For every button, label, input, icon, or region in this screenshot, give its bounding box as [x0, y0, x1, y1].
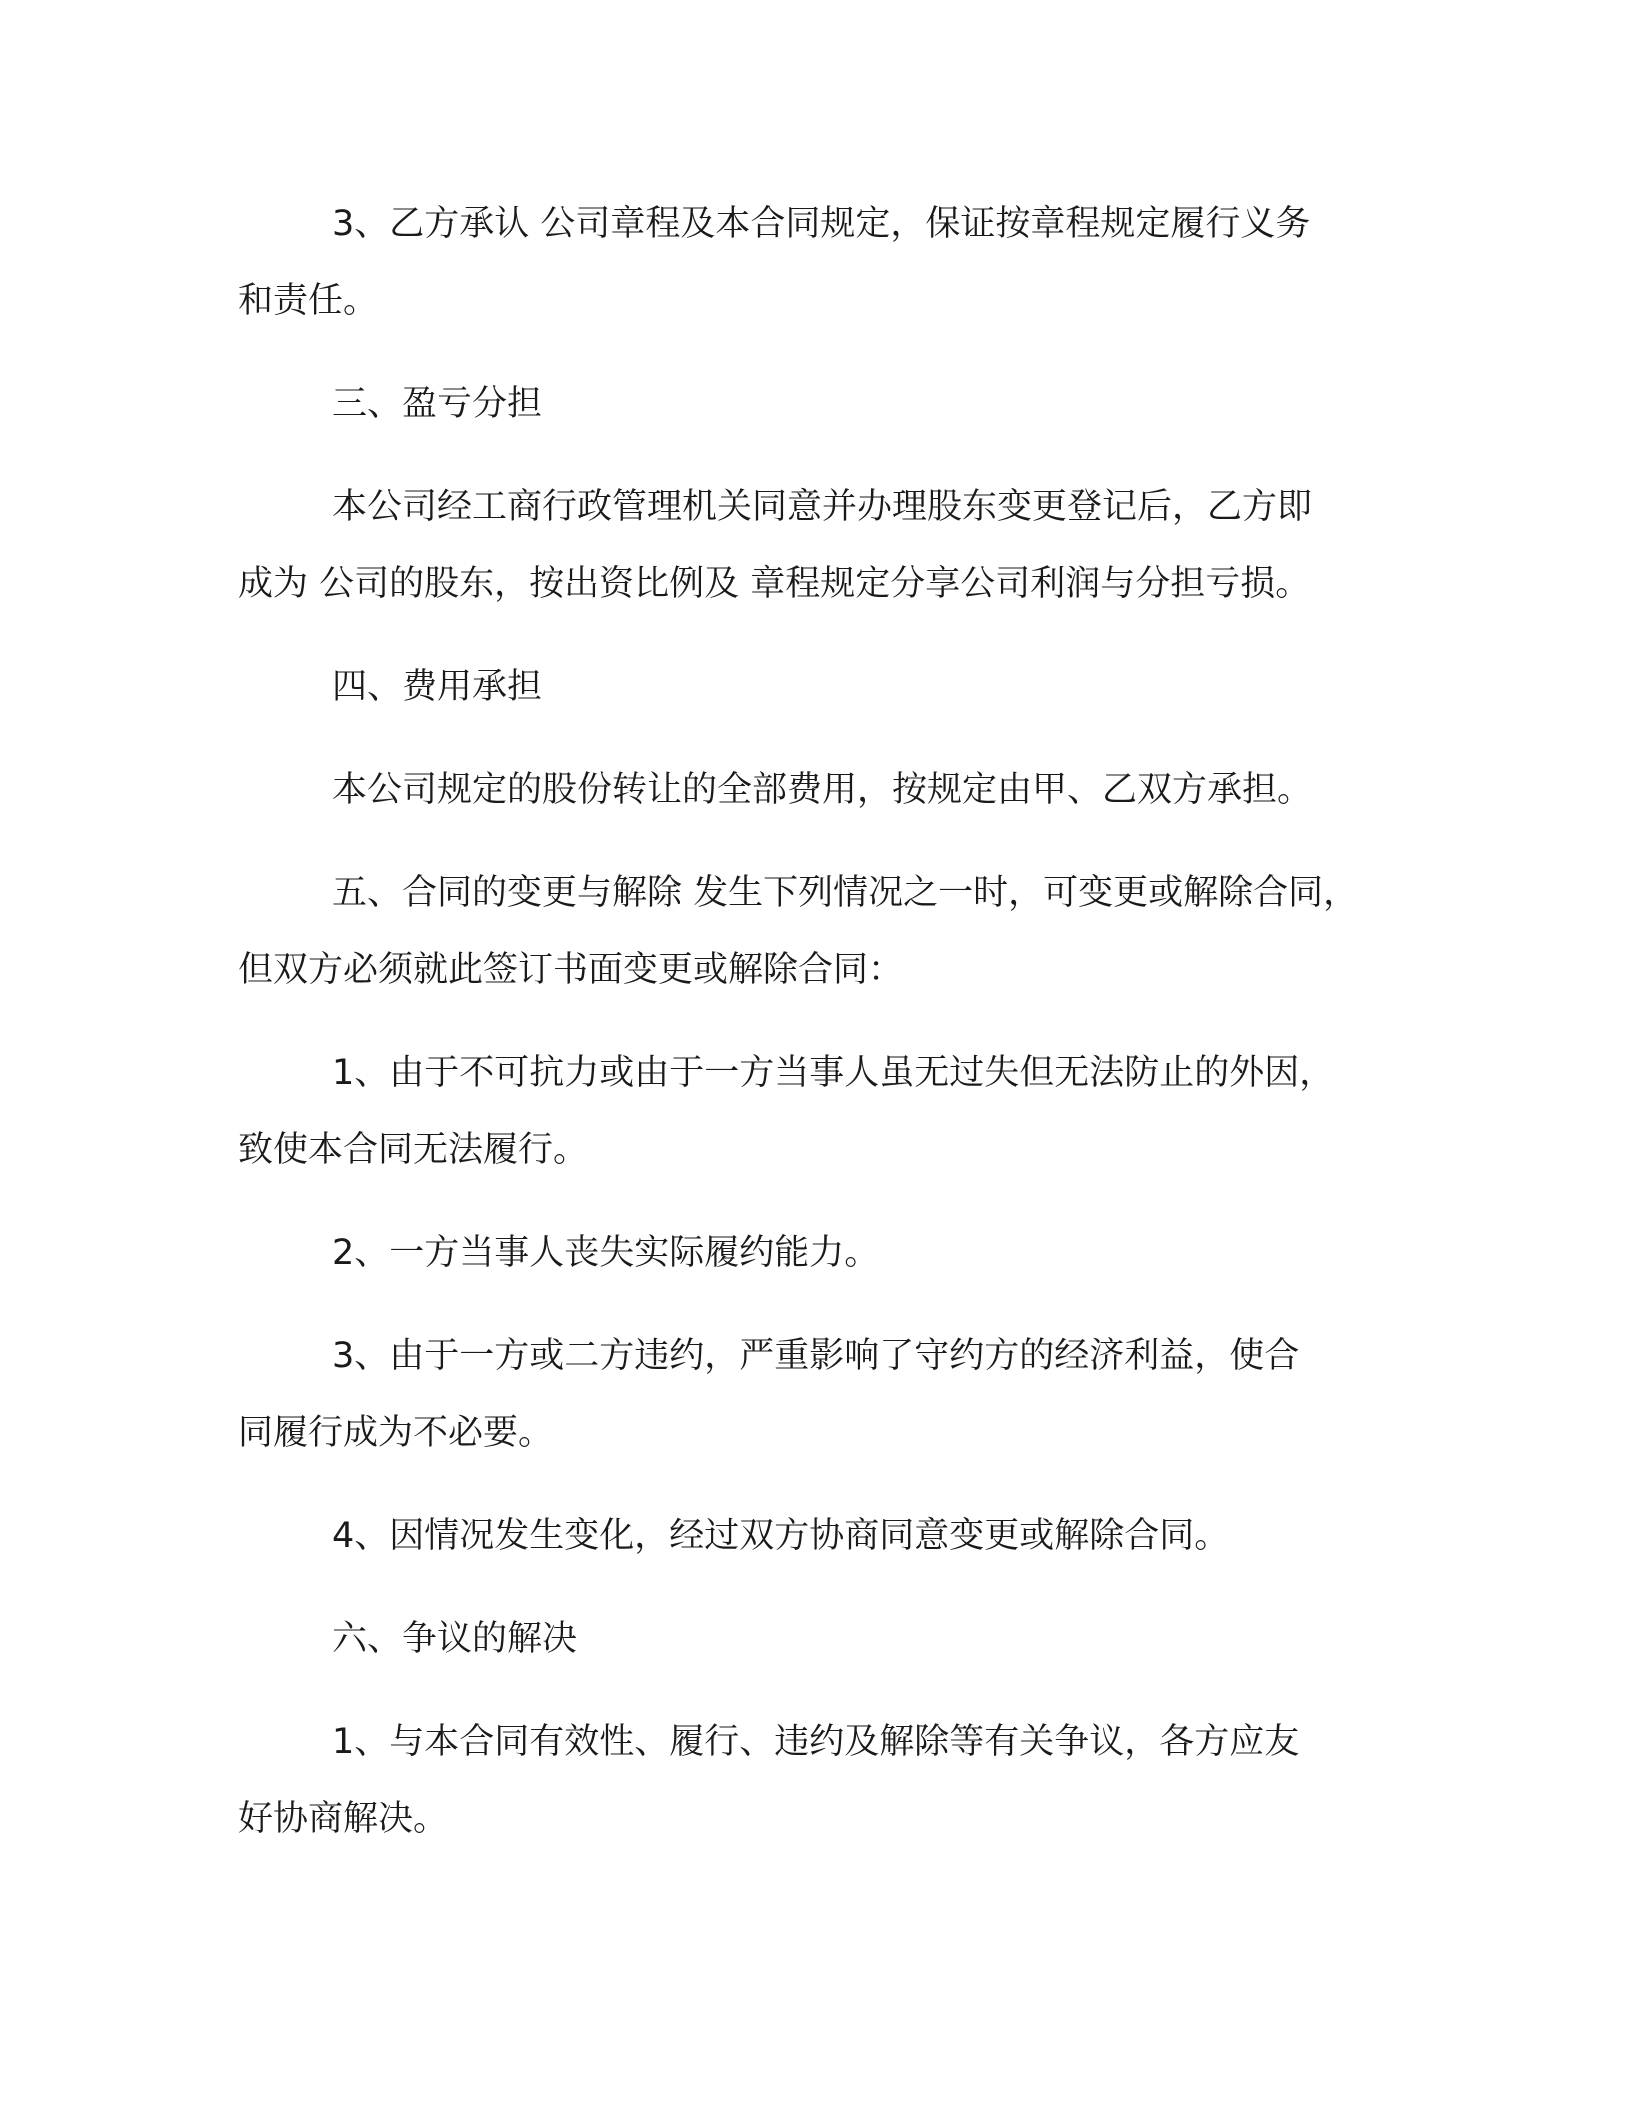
paragraph-dispute-negotiation	[238, 1704, 1408, 1858]
text-line: 3、由于一方或二方违约，严重影响了守约方的经济利益，使合	[332, 1336, 1300, 1376]
text-line: 致使本合同无法履行。	[238, 1130, 589, 1170]
text-line: 2、一方当事人丧失实际履约能力。	[332, 1233, 880, 1273]
section-heading-profit-loss	[238, 366, 1408, 443]
paragraph-mutual-agreement	[238, 1498, 1408, 1575]
text-line: 3、乙方承认 公司章程及本合同规定，保证按章程规定履行义务	[332, 204, 1311, 244]
section-heading-disputes	[238, 1601, 1408, 1678]
text-line: 和责任。	[238, 281, 379, 321]
document-page	[238, 186, 1408, 1858]
text-line: 1、与本合同有效性、履行、违约及解除等有关争议，各方应友	[332, 1722, 1300, 1762]
paragraph-breach	[238, 1318, 1408, 1472]
text-line: 4、因情况发生变化，经过双方协商同意变更或解除合同。	[332, 1516, 1230, 1556]
text-line: 四、费用承担	[332, 667, 543, 707]
paragraph-change-termination	[238, 855, 1408, 1009]
section-heading-expenses	[238, 649, 1408, 726]
text-line: 五、合同的变更与解除 发生下列情况之一时，可变更或解除合同，	[332, 873, 1359, 913]
text-line: 好协商解决。	[238, 1799, 449, 1839]
paragraph-incapacity	[238, 1215, 1408, 1292]
text-line: 1、由于不可抗力或由于一方当事人虽无过失但无法防止的外因，	[332, 1053, 1335, 1093]
text-line: 同履行成为不必要。	[238, 1413, 554, 1453]
paragraph-expenses	[238, 752, 1408, 829]
text-line: 六、争议的解决	[332, 1619, 578, 1659]
text-line: 本公司规定的股份转让的全部费用，按规定由甲、乙双方承担。	[332, 770, 1313, 810]
text-line: 但双方必须就此签订书面变更或解除合同：	[238, 950, 904, 990]
paragraph-force-majeure	[238, 1035, 1408, 1189]
paragraph-profit-loss	[238, 469, 1408, 623]
text-line: 三、盈亏分担	[332, 384, 543, 424]
text-line: 成为 公司的股东，按出资比例及 章程规定分享公司利润与分担亏损。	[238, 564, 1311, 604]
text-line: 本公司经工商行政管理机关同意并办理股东变更登记后，乙方即	[332, 487, 1313, 527]
paragraph-shareholder-obligation	[238, 186, 1408, 340]
